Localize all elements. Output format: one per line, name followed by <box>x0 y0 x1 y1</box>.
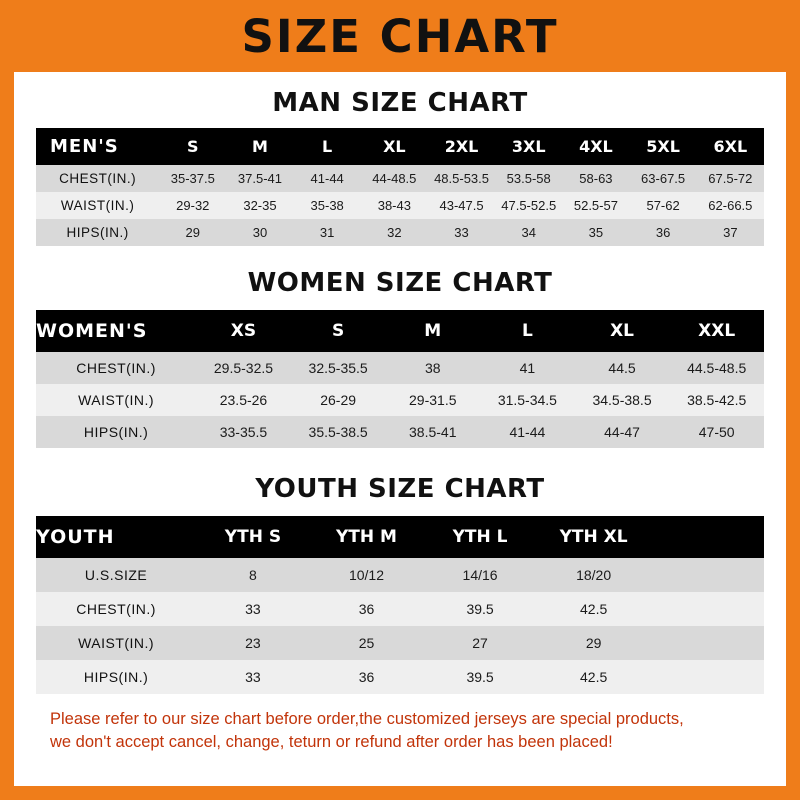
women-header-m: M <box>424 321 442 341</box>
men-waist-label: WAIST(IN.) <box>60 198 135 213</box>
footer-note-line1: Please refer to our size chart before order,the customized jerseys are special products, <box>50 710 684 728</box>
youth-chest-label: CHEST(IN.) <box>76 601 156 617</box>
women-header-xxl: XXL <box>698 321 736 341</box>
youth-hips-label: HIPS(IN.) <box>83 669 149 685</box>
men-waist-m: 32-35 <box>243 198 277 213</box>
men-hips-label: HIPS(IN.) <box>66 225 129 240</box>
youth-header-s: YTH S <box>224 527 282 547</box>
youth-hips-blank <box>650 660 764 694</box>
youth-header-m: YTH M <box>336 527 397 547</box>
section-title-youth: YOUTH SIZE CHART <box>255 474 545 504</box>
men-hips-6xl: 37 <box>723 225 738 240</box>
women-header-l: L <box>521 321 533 341</box>
youth-hips-m: 36 <box>358 669 375 685</box>
youth-ussize-xl: 18/20 <box>576 567 612 583</box>
men-hips-2xl: 33 <box>454 225 469 240</box>
youth-hips-l: 39.5 <box>466 669 494 685</box>
women-chest-xl: 44.5 <box>608 360 636 376</box>
men-header-s: S <box>187 137 199 156</box>
women-chest-xs: 29.5-32.5 <box>213 360 274 376</box>
table-row <box>36 626 764 660</box>
table-row <box>36 192 764 219</box>
women-waist-xxl: 38.5-42.5 <box>687 392 747 408</box>
table-row <box>36 592 764 626</box>
men-waist-2xl: 43-47.5 <box>439 198 484 213</box>
chart-content <box>14 88 786 754</box>
men-header-m: M <box>252 137 268 156</box>
table-header-row <box>36 310 764 352</box>
women-hips-l: 41-44 <box>509 424 546 440</box>
section-women <box>36 268 764 448</box>
women-size-table <box>36 310 764 448</box>
men-waist-4xl: 52.5-57 <box>573 198 618 213</box>
men-header-xl: XL <box>383 137 406 156</box>
women-waist-m: 29-31.5 <box>409 392 457 408</box>
women-waist-xs: 23.5-26 <box>219 392 268 408</box>
men-hips-xl: 32 <box>387 225 402 240</box>
women-chest-m: 38 <box>424 360 441 376</box>
men-header-label: MEN'S <box>50 136 119 157</box>
men-header-5xl: 5XL <box>646 137 680 156</box>
section-men <box>36 88 764 246</box>
men-header-3xl: 3XL <box>511 137 546 156</box>
women-chest-l: 41 <box>519 360 536 376</box>
youth-chest-xl: 42.5 <box>580 601 608 617</box>
youth-waist-m: 25 <box>358 635 375 651</box>
youth-chest-blank <box>650 592 764 626</box>
women-hips-s: 35.5-38.5 <box>308 424 368 440</box>
youth-chest-s: 33 <box>245 601 261 617</box>
women-chest-xxl: 44.5-48.5 <box>687 360 747 376</box>
footer-note <box>36 708 764 754</box>
youth-ussize-blank <box>650 558 764 592</box>
youth-ussize-label: U.S.SIZE <box>84 567 148 583</box>
men-waist-5xl: 57-62 <box>646 198 680 213</box>
men-hips-4xl: 35 <box>588 225 604 240</box>
women-waist-l: 31.5-34.5 <box>497 392 557 408</box>
bottom-accent-bar <box>0 786 800 800</box>
youth-waist-label: WAIST(IN.) <box>78 635 155 651</box>
men-table-header <box>36 128 764 165</box>
men-chest-5xl: 63-67.5 <box>641 171 686 186</box>
page-title: SIZE CHART <box>241 9 559 63</box>
table-row <box>36 165 764 192</box>
women-hips-m: 38.5-41 <box>409 424 457 440</box>
table-header-row <box>36 516 764 558</box>
table-row <box>36 558 764 592</box>
men-header-2xl: 2XL <box>444 137 479 156</box>
men-hips-3xl: 34 <box>521 225 536 240</box>
women-header-xl: XL <box>610 321 635 341</box>
women-waist-s: 26-29 <box>320 392 357 408</box>
women-hips-xs: 33-35.5 <box>219 424 268 440</box>
women-header-s: S <box>331 321 345 341</box>
men-chest-4xl: 58-63 <box>579 171 613 186</box>
youth-chest-m: 36 <box>358 601 375 617</box>
men-hips-l: 31 <box>319 225 335 240</box>
men-hips-5xl: 36 <box>655 225 671 240</box>
women-waist-xl: 34.5-38.5 <box>592 392 652 408</box>
men-chest-label: CHEST(IN.) <box>59 171 137 186</box>
men-header-6xl: 6XL <box>713 137 748 156</box>
men-hips-m: 30 <box>252 225 268 240</box>
men-header-4xl: 4XL <box>579 137 613 156</box>
table-header-row <box>36 128 764 165</box>
men-chest-s: 35-37.5 <box>170 171 215 186</box>
table-row <box>36 416 764 448</box>
women-hips-xl: 44-47 <box>604 424 640 440</box>
youth-chest-l: 39.5 <box>466 601 494 617</box>
youth-waist-l: 27 <box>472 635 488 651</box>
youth-size-table <box>36 516 764 694</box>
men-chest-xl: 44-48.5 <box>372 171 417 186</box>
table-row <box>36 219 764 246</box>
youth-table-header <box>36 516 764 558</box>
header-banner <box>0 0 800 72</box>
men-waist-xl: 38-43 <box>377 198 411 213</box>
youth-header-blank <box>650 516 764 558</box>
table-row <box>36 352 764 384</box>
men-waist-l: 35-38 <box>310 198 344 213</box>
men-waist-s: 29-32 <box>176 198 210 213</box>
women-hips-label: HIPS(IN.) <box>83 424 149 440</box>
youth-ussize-l: 14/16 <box>462 567 498 583</box>
women-chest-s: 32.5-35.5 <box>308 360 368 376</box>
youth-hips-s: 33 <box>245 669 261 685</box>
men-chest-6xl: 67.5-72 <box>708 171 753 186</box>
women-waist-label: WAIST(IN.) <box>78 392 155 408</box>
women-header-xs: XS <box>230 321 257 341</box>
women-hips-xxl: 47-50 <box>698 424 735 440</box>
women-table-body <box>36 352 764 448</box>
table-row <box>36 384 764 416</box>
men-chest-l: 41-44 <box>310 171 344 186</box>
footer-note-line2: we don't accept cancel, change, teturn or refund after order has been placed! <box>50 733 613 752</box>
youth-table-body <box>36 558 764 694</box>
men-header-l: L <box>322 137 333 156</box>
youth-waist-xl: 29 <box>585 635 602 651</box>
youth-waist-blank <box>650 626 764 660</box>
section-youth <box>36 474 764 694</box>
men-chest-3xl: 53.5-58 <box>506 171 551 186</box>
women-chest-label: CHEST(IN.) <box>76 360 156 376</box>
women-header-label: WOMEN'S <box>36 320 148 342</box>
youth-ussize-s: 8 <box>249 567 257 583</box>
women-table-header <box>36 310 764 352</box>
section-title-women: WOMEN SIZE CHART <box>247 268 553 298</box>
table-row <box>36 660 764 694</box>
men-hips-s: 29 <box>185 225 201 240</box>
men-size-table <box>36 128 764 246</box>
men-waist-6xl: 62-66.5 <box>708 198 753 213</box>
men-chest-2xl: 48.5-53.5 <box>434 171 489 186</box>
section-title-men: MAN SIZE CHART <box>272 88 528 118</box>
youth-waist-s: 23 <box>245 635 261 651</box>
men-chest-m: 37.5-41 <box>237 171 283 186</box>
men-waist-3xl: 47.5-52.5 <box>501 198 557 213</box>
youth-ussize-m: 10/12 <box>348 567 385 583</box>
men-table-body <box>36 165 764 246</box>
youth-hips-xl: 42.5 <box>580 669 608 685</box>
youth-header-l: YTH L <box>452 527 508 547</box>
youth-header-xl: YTH XL <box>559 527 628 547</box>
youth-header-label: YOUTH <box>36 526 115 548</box>
